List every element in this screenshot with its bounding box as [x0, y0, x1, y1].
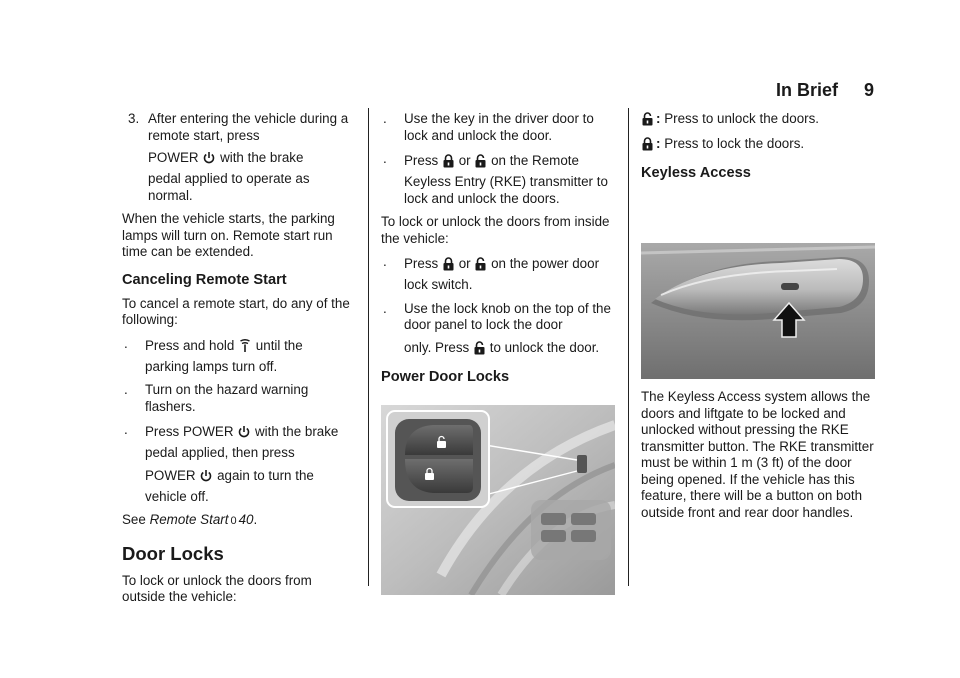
- page-ref-icon: 0: [230, 515, 237, 527]
- paragraph: To lock or unlock the doors from inside the vehicle:: [381, 214, 610, 246]
- heading-keyless-access: Keyless Access: [641, 165, 751, 181]
- power-door-lock-switch-image: [381, 405, 615, 595]
- paragraph: The Keyless Access system allows the doors and liftgate to be locked and unlocked without pressing the RKE transmitter button. The RKE transmitter must be within 1 m (3 ft) of the door being opened. If the vehicle has this feature, there will be a button on both outside front and rear door handles.: [641, 389, 874, 520]
- reference-link[interactable]: Remote Start: [149, 512, 229, 527]
- power-icon: [200, 469, 212, 483]
- unlock-icon: [642, 112, 653, 126]
- paragraph: When the vehicle starts, the parking lamps will turn on. Remote start run time can be extended.: [122, 211, 335, 259]
- numbered-step-3: 3. After entering the vehicle during a remote start, press POWER with the brake pedal applied to operate as normal.: [128, 111, 349, 203]
- page-header: [776, 80, 874, 101]
- column-divider: [368, 108, 369, 586]
- paragraph: To cancel a remote start, do any of the following:: [122, 295, 350, 327]
- unlock-icon: [475, 257, 486, 271]
- door-handle-image: [641, 243, 875, 379]
- paragraph: To lock or unlock the doors from outside the vehicle:: [122, 572, 312, 604]
- power-icon: [203, 151, 215, 165]
- column-1: [122, 111, 354, 613]
- heading-door-locks: Door Locks: [122, 542, 224, 564]
- lock-icon: [443, 257, 454, 271]
- column-3: [641, 111, 876, 528]
- unlock-icon: [474, 341, 485, 355]
- remote-start-icon: [239, 339, 251, 353]
- column-divider: [628, 108, 629, 586]
- heading-canceling-remote-start: Canceling Remote Start: [122, 271, 287, 288]
- page-number: 9: [863, 80, 874, 100]
- list-item: . Press and hold until the parking lamps turn off.: [124, 335, 303, 374]
- list-item: . Turn on the hazard warning flashers.: [124, 382, 309, 414]
- list-item: . Press or on the Remote Keyless Entry (RKE) transmitter to lock and unlock the doors.: [383, 151, 608, 206]
- list-item: . Use the lock knob on the top of the door panel to lock the door only. Press to unlock the door.: [383, 300, 611, 355]
- power-icon: [238, 425, 250, 439]
- lock-icon: [443, 154, 454, 168]
- list-item: . Use the key in the driver door to lock and unlock the door.: [383, 111, 594, 143]
- section-title: In Brief: [775, 80, 838, 100]
- heading-power-door-locks: Power Door Locks: [381, 368, 510, 385]
- unlock-definition: : Press to unlock the doors.: [641, 111, 876, 128]
- list-item: . Press or on the power door lock switch.: [383, 254, 600, 292]
- list-item: . Press POWER with the brake pedal applied, then press POWER again to turn the vehicle off.: [124, 422, 339, 504]
- cross-reference: See Remote Start 0 40.: [122, 512, 258, 527]
- lock-icon: [642, 137, 653, 151]
- unlock-icon: [475, 154, 486, 168]
- lock-definition: : Press to lock the doors.: [641, 136, 876, 153]
- reference-page[interactable]: 40: [238, 512, 254, 527]
- column-2: [381, 111, 615, 609]
